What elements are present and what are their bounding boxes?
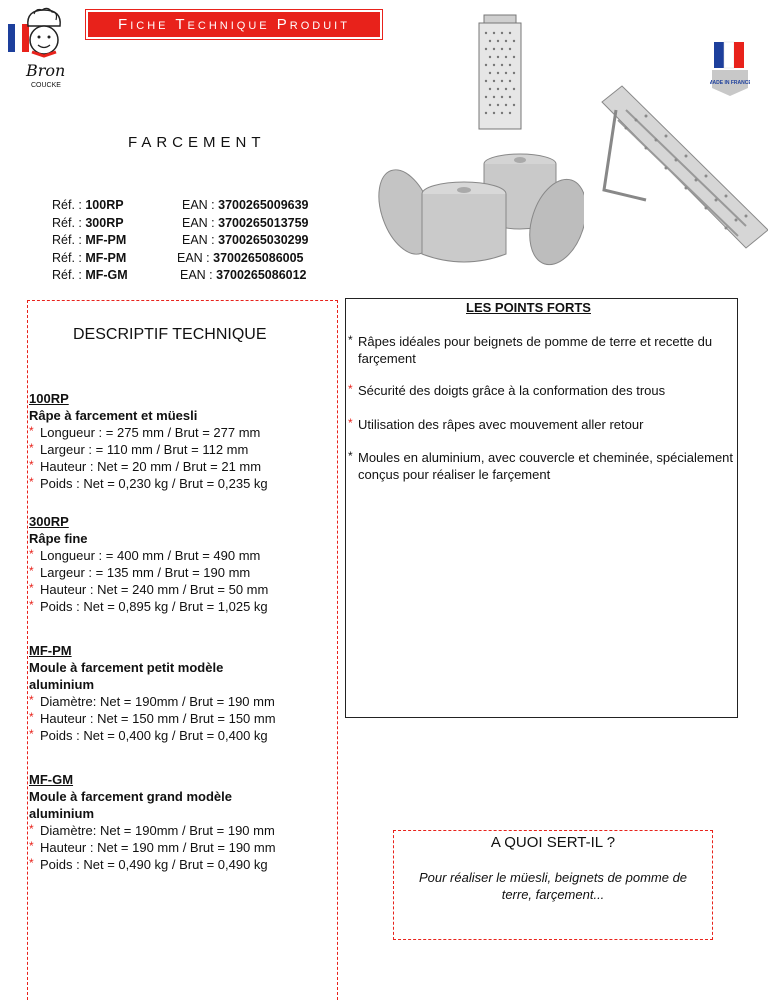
svg-text:MADE IN FRANCE: MADE IN FRANCE <box>710 80 750 86</box>
strong-points-title: LES POINTS FORTS <box>466 300 591 315</box>
usage-title: A QUOI SERT-IL ? <box>490 834 616 851</box>
spec-block: 100RP Râpe à farcement et müesli * Longueur : = 275 mm / Brut = 277 mm * Largeur : = 110 mm / Brut = 112 mm * Hauteur : Net = 20 mm / Brut = 21 mm * Poids : Net = 0,230 kg / Brut = 0,235 kg <box>29 391 268 491</box>
strong-point-item: * Sécurité des doigts grâce à la conformation des trous <box>348 382 666 398</box>
svg-text:Bron: Bron <box>26 61 66 80</box>
grater-large-image <box>596 80 768 280</box>
svg-text:COUCKE: COUCKE <box>31 82 61 89</box>
reference-row: Réf. : 300RP EAN : 3700265013759 <box>52 215 309 230</box>
spec-block: 300RP Râpe fine * Longueur : = 400 mm / Brut = 490 mm * Largeur : = 135 mm / Brut = 190 mm * Hauteur : Net = 240 mm / Brut = 50 mm * Poids : Net = 0,895 kg / Brut = 1,025 kg <box>29 514 269 614</box>
reference-row: Réf. : MF-PM EAN : 3700265030299 <box>52 233 309 247</box>
grater-small-image <box>474 13 526 133</box>
technical-heading: DESCRIPTIF TECHNIQUE <box>73 326 267 343</box>
reference-row: Réf. : MF-PM EAN : 3700265086005 <box>52 250 304 265</box>
aluminium-pots-image <box>372 142 584 274</box>
brand-logo <box>8 6 80 90</box>
reference-row: Réf. : 100RP EAN : 3700265009639 <box>52 198 309 212</box>
spec-block: MF-GM Moule à farcement grand modèle aluminium * Diamètre: Net = 190mm / Brut = 190 mm * Hauteur : Net = 190 mm / Brut = 190 mm * Poids : Net = 0,490 kg / Brut = 0,490 kg <box>29 772 276 872</box>
made-in-france-flag-icon <box>710 40 750 98</box>
reference-row: Réf. : MF-GM EAN : 3700265086012 <box>52 268 307 282</box>
spec-block: MF-PM Moule à farcement petit modèle aluminium * Diamètre: Net = 190mm / Brut = 190 mm * Hauteur : Net = 150 mm / Brut = 150 mm * Poids : Net = 0,400 kg / Brut = 0,400 kg <box>29 643 276 743</box>
reference-list <box>52 197 309 285</box>
product-title: FARCEMENT <box>128 134 266 151</box>
strong-point-item: * Moules en aluminium, avec couvercle et cheminée, spécialement conçus pour réaliser le farçement <box>348 449 734 482</box>
usage-text: Pour réaliser le müesli, beignets de pomme de terre, farçement... <box>418 870 688 902</box>
doc-banner: Fiche Technique Produit <box>86 10 382 39</box>
strong-point-item: * Râpes idéales pour beignets de pomme de terre et recette du farçement <box>348 333 713 366</box>
strong-point-item: * Utilisation des râpes avec mouvement aller retour <box>348 416 644 432</box>
